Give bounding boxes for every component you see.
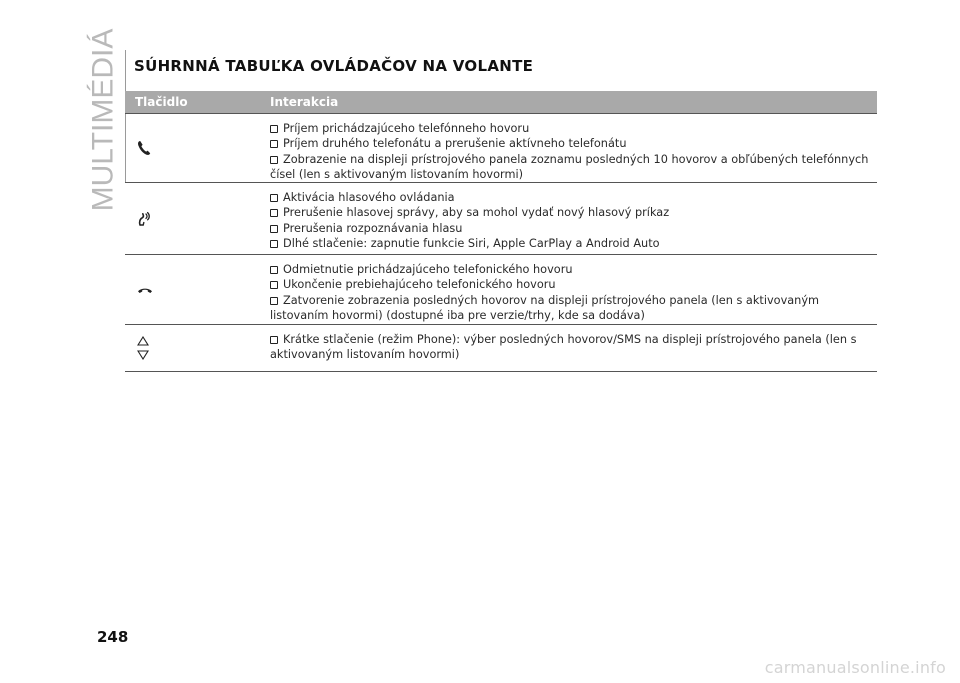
- list-item: Aktivácia hlasového ovládania: [270, 190, 877, 205]
- header-button: Tlačidlo: [135, 95, 188, 109]
- checkbox-bullet-icon: [270, 209, 278, 217]
- list-item: Zatvorenie zobrazenia posledných hovorov na displeji prístrojového panela (len s aktivovaným listovaním hovormi) (dostupné iba pre verzie/trhy, kde sa dodáva): [270, 293, 820, 323]
- checkbox-bullet-icon: [270, 240, 278, 248]
- interaction-cell: [270, 114, 877, 182]
- header-interaction: Interakcia: [270, 95, 339, 109]
- page-heading: SÚHRNNÁ TABUĽKA OVLÁDAČOV NA VOLANTE: [134, 57, 534, 75]
- table-row: [125, 325, 877, 372]
- interaction-cell: [270, 183, 877, 254]
- down-arrow-icon: [137, 350, 149, 360]
- checkbox-bullet-icon: [270, 281, 278, 289]
- list-item: Prerušenie hlasovej správy, aby sa mohol vydať nový hlasový príkaz: [270, 205, 877, 220]
- checkbox-bullet-icon: [270, 266, 278, 274]
- checkbox-bullet-icon: [270, 140, 278, 148]
- up-arrow-icon: [137, 336, 149, 346]
- hang-up-icon: [137, 285, 153, 295]
- watermark: carmanualsonline.info: [764, 658, 946, 677]
- checkbox-bullet-icon: [270, 156, 278, 164]
- controls-table: [125, 91, 877, 372]
- button-cell: [125, 325, 270, 371]
- interaction-cell: [270, 255, 877, 324]
- button-cell: [125, 183, 270, 254]
- up-down-arrows-icon: [137, 336, 149, 360]
- list-item: Zobrazenie na displeji prístrojového panela zoznamu posledných 10 hovorov a obľúbených telefónnych čísel (len s aktivovaným listovaním hovormi): [270, 152, 869, 182]
- checkbox-bullet-icon: [270, 194, 278, 202]
- checkbox-bullet-icon: [270, 297, 278, 305]
- checkbox-bullet-icon: [270, 336, 278, 344]
- checkbox-bullet-icon: [270, 225, 278, 233]
- button-cell: [125, 114, 270, 182]
- table-row: [125, 113, 877, 183]
- section-label: MULTIMÉDIÁ: [86, 28, 120, 212]
- table-header: [125, 91, 877, 113]
- list-item: Ukončenie prebiehajúceho telefonického hovoru: [270, 277, 877, 292]
- list-item: Krátke stlačenie (režim Phone): výber posledných hovorov/SMS na displeji prístrojového panela (len s aktivovaným listovaním hovormi): [270, 333, 857, 362]
- list-item: Prerušenia rozpoznávania hlasu: [270, 221, 877, 236]
- list-item: Dlhé stlačenie: zapnutie funkcie Siri, Apple CarPlay a Android Auto: [270, 236, 877, 251]
- checkbox-bullet-icon: [270, 125, 278, 133]
- voice-command-icon: [137, 210, 151, 228]
- table-row: [125, 183, 877, 255]
- interaction-cell: [270, 325, 877, 371]
- list-item: Príjem prichádzajúceho telefónneho hovoru: [270, 121, 877, 136]
- page-number: 248: [97, 628, 129, 646]
- list-item: Odmietnutie prichádzajúceho telefonického hovoru: [270, 262, 877, 277]
- button-cell: [125, 255, 270, 324]
- phone-icon: [137, 140, 151, 156]
- table-row: [125, 255, 877, 325]
- list-item: Príjem druhého telefonátu a prerušenie aktívneho telefonátu: [270, 136, 877, 151]
